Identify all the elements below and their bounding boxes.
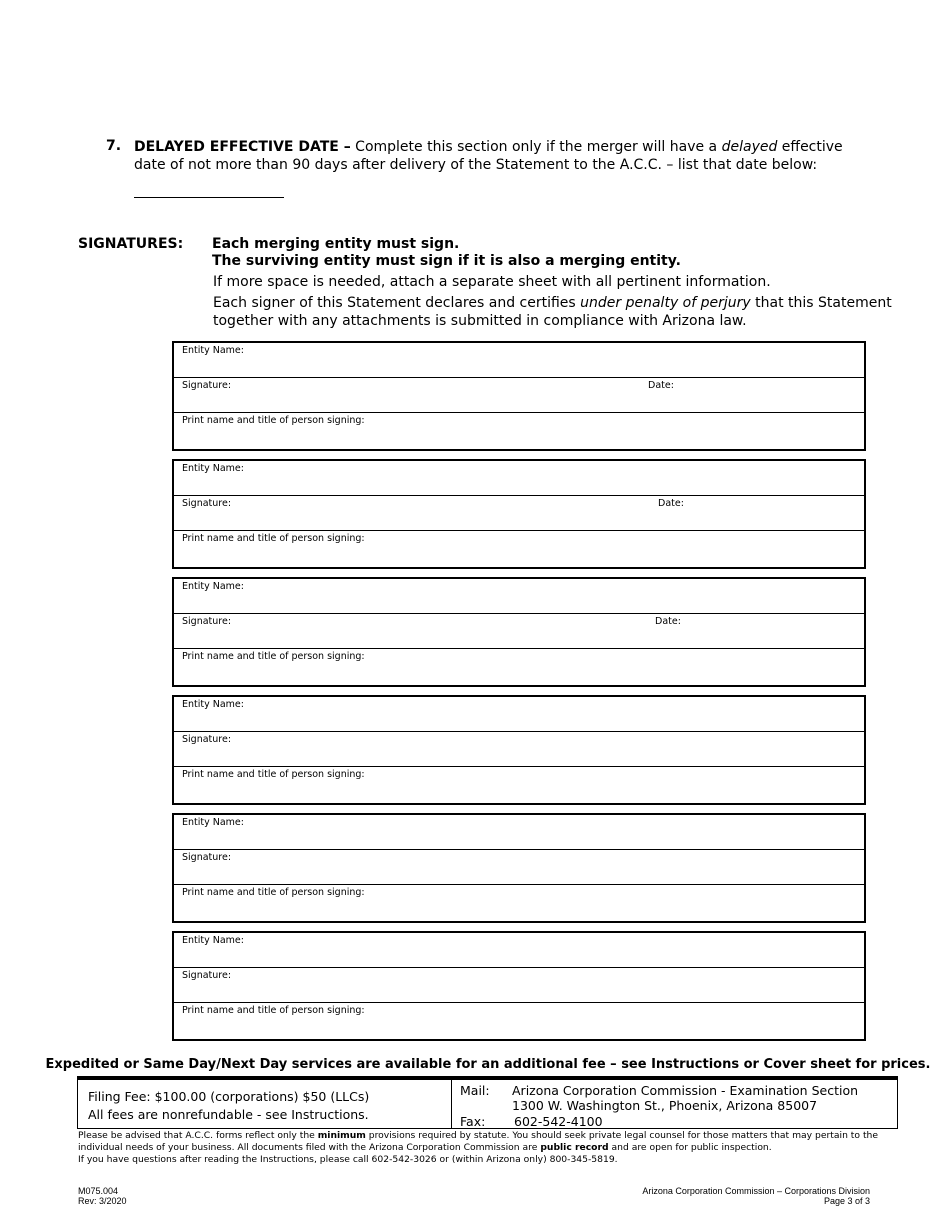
disclaimer-bold: public record — [540, 1142, 609, 1153]
section-7-text — [134, 138, 874, 174]
print-name-label: Print name and title of person signing: — [182, 651, 365, 662]
print-name-label: Print name and title of person signing: — [182, 533, 365, 544]
entity-name-label: Entity Name: — [182, 935, 244, 946]
print-name-label: Print name and title of person signing: — [182, 887, 365, 898]
print-name-field[interactable] — [174, 531, 864, 567]
entity-name-label: Entity Name: — [182, 345, 244, 356]
signature-block — [172, 341, 866, 451]
signature-field[interactable] — [174, 378, 864, 413]
mail-address-line-1: Arizona Corporation Commission - Examination Section — [512, 1083, 859, 1098]
entity-name-label: Entity Name: — [182, 463, 244, 474]
signature-block — [172, 695, 866, 805]
signatures-label: SIGNATURES: — [78, 236, 184, 252]
footer-division — [560, 1186, 870, 1206]
disclaimer-text: provisions required by statute. You should seek private legal counsel for those matters that may pertain to the individual needs of your business. All documents filed with the Arizona Corporation Commission are — [78, 1130, 879, 1153]
filing-fee-text: Filing Fee: $100.00 (corporations) $50 (LLCs) — [88, 1089, 370, 1104]
entity-name-field[interactable] — [174, 579, 864, 614]
section-7-heading: DELAYED EFFECTIVE DATE – — [134, 139, 351, 155]
print-name-field[interactable] — [174, 885, 864, 921]
signature-label: Signature: — [182, 734, 232, 745]
declaration-text-end: that this Statement together with any attachments is submitted in compliance with Arizona law. — [213, 295, 892, 329]
signature-block — [172, 459, 866, 569]
signature-field[interactable] — [174, 496, 864, 531]
print-name-field[interactable] — [174, 413, 864, 449]
print-name-label: Print name and title of person signing: — [182, 415, 365, 426]
fax-number: 602-542-4100 — [514, 1114, 603, 1129]
fee-table-divider — [451, 1080, 452, 1128]
signature-field[interactable] — [174, 968, 864, 1003]
disclaimer-text: and are open for public inspection. — [608, 1142, 772, 1153]
disclaimer — [78, 1130, 890, 1166]
fee-refund-text: All fees are nonrefundable - see Instructions. — [88, 1107, 369, 1122]
fax-label: Fax: — [460, 1114, 486, 1129]
signatures-requirement-2: The surviving entity must sign if it is also a merging entity. — [212, 253, 681, 269]
entity-name-label: Entity Name: — [182, 699, 244, 710]
footer-form-code — [78, 1186, 127, 1206]
print-name-label: Print name and title of person signing: — [182, 769, 365, 780]
expedite-note: Expedited or Same Day/Next Day services are available for an additional fee – see Instructions or Cover sheet for prices. — [45, 1057, 931, 1072]
section-7-body: Complete this section only if the merger will have a — [350, 139, 722, 155]
entity-name-label: Entity Name: — [182, 817, 244, 828]
signature-field[interactable] — [174, 614, 864, 649]
print-name-field[interactable] — [174, 767, 864, 803]
signature-field[interactable] — [174, 850, 864, 885]
signatures-declaration — [213, 294, 903, 330]
declaration-italic: under penalty of perjury — [580, 295, 751, 311]
entity-name-field[interactable] — [174, 697, 864, 732]
signature-label: Signature: — [182, 380, 232, 391]
print-name-field[interactable] — [174, 1003, 864, 1039]
section-number: 7. — [106, 138, 122, 154]
signature-field[interactable] — [174, 732, 864, 767]
mail-address-line-2: 1300 W. Washington St., Phoenix, Arizona 85007 — [512, 1098, 818, 1113]
date-label: Date: — [658, 498, 684, 509]
entity-name-label: Entity Name: — [182, 581, 244, 592]
delayed-date-input-line[interactable] — [134, 197, 284, 198]
signature-label: Signature: — [182, 498, 232, 509]
print-name-field[interactable] — [174, 649, 864, 685]
fee-table — [77, 1076, 898, 1129]
page-number: Page 3 of 3 — [823, 1196, 870, 1206]
signature-label: Signature: — [182, 616, 232, 627]
entity-name-field[interactable] — [174, 933, 864, 968]
entity-name-field[interactable] — [174, 343, 864, 378]
disclaimer-text: Please be advised that A.C.C. forms reflect only the — [78, 1130, 318, 1141]
mail-label: Mail: — [460, 1083, 490, 1098]
form-code: M075.004 — [78, 1186, 119, 1196]
form-revision: Rev: 3/2020 — [78, 1196, 127, 1206]
section-7-body-end: effective date of not more than 90 days after delivery of the Statement to the A.C.C. – list that date below: — [134, 139, 843, 173]
declaration-text: Each signer of this Statement declares and certifies — [213, 295, 581, 311]
date-label: Date: — [655, 616, 681, 627]
signature-block — [172, 577, 866, 687]
section-7-italic: delayed — [721, 139, 778, 155]
signatures-note: If more space is needed, attach a separate sheet with all pertinent information. — [213, 274, 771, 290]
division-name: Arizona Corporation Commission – Corporations Division — [642, 1186, 870, 1196]
disclaimer-contact: If you have questions after reading the Instructions, please call 602-542-3026 or (within Arizona only) 800-345-5819. — [78, 1154, 618, 1165]
print-name-label: Print name and title of person signing: — [182, 1005, 365, 1016]
signature-block — [172, 931, 866, 1041]
date-label: Date: — [648, 380, 674, 391]
entity-name-field[interactable] — [174, 461, 864, 496]
signature-block — [172, 813, 866, 923]
entity-name-field[interactable] — [174, 815, 864, 850]
signature-label: Signature: — [182, 970, 232, 981]
signature-label: Signature: — [182, 852, 232, 863]
signatures-requirement-1: Each merging entity must sign. — [212, 236, 460, 252]
disclaimer-bold: minimum — [317, 1130, 366, 1141]
